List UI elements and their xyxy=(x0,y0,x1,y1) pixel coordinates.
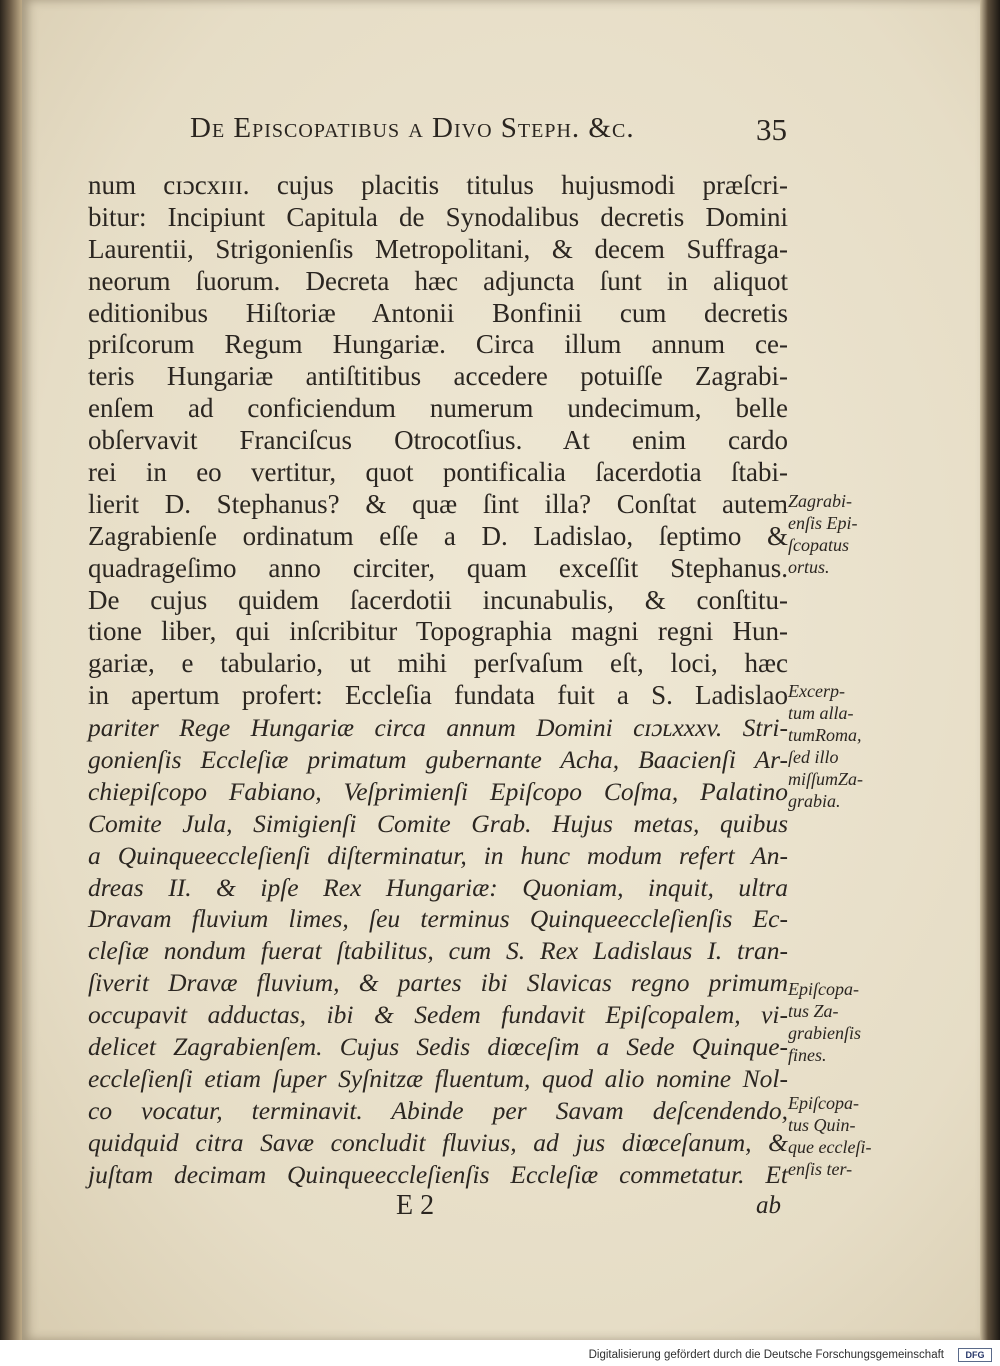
margin-note-line: miſſumZa- xyxy=(788,769,864,789)
margin-note-line: Epiſcopa- xyxy=(788,1093,859,1113)
margin-note-line: que eccleſi- xyxy=(788,1137,872,1157)
text-line: Laurentii, Strigonienſis Metropolitani, & decem Suffraga- xyxy=(88,233,788,264)
text-line: gariæ, e tabulario, ut mihi perſvaſum eſt, loci, hæc xyxy=(88,648,788,679)
text-line: a Quinqueeccleſienſi diſterminatur, in hunc modum refert An- xyxy=(88,840,788,870)
text-line: enſem ad conficiendum numerum undecimum, belle xyxy=(88,393,788,424)
margin-note-line: Epiſcopa- xyxy=(788,979,859,999)
text-line: in apertum profert: Eccleſia fundata fuit a S. Ladislao xyxy=(88,680,788,711)
text-line: delicet Zagrabienſem. Cujus Sedis diœceſim a Sede Quinque- xyxy=(88,1032,788,1062)
margin-note-line: grabia. xyxy=(788,791,841,811)
text-line: occupavit adductas, ibi & Sedem fundavit Epiſcopalem, vi- xyxy=(88,1000,788,1030)
text-line: editionibus Hiſtoriæ Antonii Bonfinii cum decretis xyxy=(88,297,788,328)
text-line: obſervavit Franciſcus Otrocotſius. At enim cardo xyxy=(88,425,788,456)
text-line: priſcorum Regum Hungariæ. Circa illum annum ce- xyxy=(88,329,788,360)
text-line: Zagrabienſe ordinatum eſſe a D. Ladislao, ſeptimo & xyxy=(88,520,788,551)
margin-note-line: grabienſis xyxy=(788,1023,862,1043)
text-line: Dravam fluvium limes, ſeu terminus Quinqueeccleſienſis Ec- xyxy=(88,904,788,934)
text-line: dreas II. & ipſe Rex Hungariæ: Quoniam, inquit, ultra xyxy=(88,872,788,902)
catchword: ab xyxy=(756,1192,781,1219)
margin-note-line: fines. xyxy=(788,1045,827,1065)
text-line: De cujus quidem ſacerdotii incunabulis, & conſtitu- xyxy=(88,584,788,615)
text-line: co vocatur, terminavit. Abinde per Savam deſcendendo, xyxy=(88,1095,788,1125)
text-line: rei in eo vertitur, quot pontificalia ſacerdotia ſtabi- xyxy=(88,457,788,488)
text-line: juſtam decimam Quinqueeccleſienſis Eccleſiæ commetatur. Et xyxy=(88,1159,788,1189)
text-line: num cɪɔcxɪɪɪ. cujus placitis titulus hujusmodi præſcri- xyxy=(88,170,788,200)
text-line: ſiverit Dravæ fluvium, & partes ibi Slavicas regno primum xyxy=(88,968,788,998)
text-line: Comite Jula, Simigienſi Comite Grab. Hujus metas, quibus xyxy=(88,808,788,838)
text-line: gonienſis Eccleſiæ primatum gubernante Acha, Baacienſi Ar- xyxy=(88,745,788,775)
text-line: chiepiſcopo Fabiano, Veſprimienſi Epiſcopo Coſma, Palatino xyxy=(88,776,788,806)
text-line: eccleſienſi etiam ſuper Syſnitzæ fluentum, quod alio nomine Nol- xyxy=(88,1063,788,1093)
text-line: bitur: Incipiunt Capitula de Synodalibus decretis Domini xyxy=(88,201,788,232)
page-number: 35 xyxy=(756,112,787,147)
page-right-edge xyxy=(980,0,1000,1340)
margin-note-line: Zagrabi- xyxy=(788,491,853,511)
margin-note-line: ſcopatus xyxy=(788,535,849,555)
margin-note-line: tus Za- xyxy=(788,1001,839,1021)
running-head: De Episcopatibus a Divo Steph. &c. xyxy=(190,112,635,144)
text-line: quadrageſimo anno circiter, quam exceſſit Stephanus. xyxy=(88,552,788,583)
text-line: cleſiæ nondum fuerat ſtabilitus, cum S. Rex Ladislaus I. tran- xyxy=(88,936,788,966)
body-text xyxy=(88,170,788,1191)
margin-note xyxy=(788,680,888,812)
text-line: lierit D. Stephanus? & quæ ſint illa? Conſtat autem xyxy=(88,488,788,519)
margin-note-line: enſis ter- xyxy=(788,1159,853,1179)
margin-note-line: ortus. xyxy=(788,557,830,577)
dfg-logo-icon: DFG xyxy=(958,1348,992,1362)
text-line: quidquid citra Savæ concludit fluvius, ad jus diœceſanum, & xyxy=(88,1127,788,1157)
signature-mark: E 2 xyxy=(396,1190,435,1221)
digitization-credit: Digitalisierung gefördert durch die Deutsche Forschungsgemeinschaft xyxy=(588,1349,944,1361)
text-line: teris Hungariæ antiſtitibus accedere potuiſſe Zagrabi- xyxy=(88,361,788,392)
margin-note-line: tus Quin- xyxy=(788,1115,856,1135)
margin-note-line: ſed illo xyxy=(788,747,839,767)
margin-note-line: enſis Epi- xyxy=(788,513,858,533)
text-line: pariter Rege Hungariæ circa annum Domini cɪɔʟxxxv. Stri- xyxy=(88,713,788,743)
margin-note-line: tum alla- xyxy=(788,703,854,723)
margin-note xyxy=(788,1092,888,1180)
margin-note xyxy=(788,978,888,1066)
text-line: neorum ſuorum. Decreta hæc adjuncta ſunt in aliquot xyxy=(88,265,788,296)
text-line: tione liber, qui inſcribitur Topographia magni regni Hun- xyxy=(88,616,788,647)
margin-note xyxy=(788,490,888,578)
margin-note-line: Excerp- xyxy=(788,681,845,701)
margin-note-line: tumRoma, xyxy=(788,725,862,745)
